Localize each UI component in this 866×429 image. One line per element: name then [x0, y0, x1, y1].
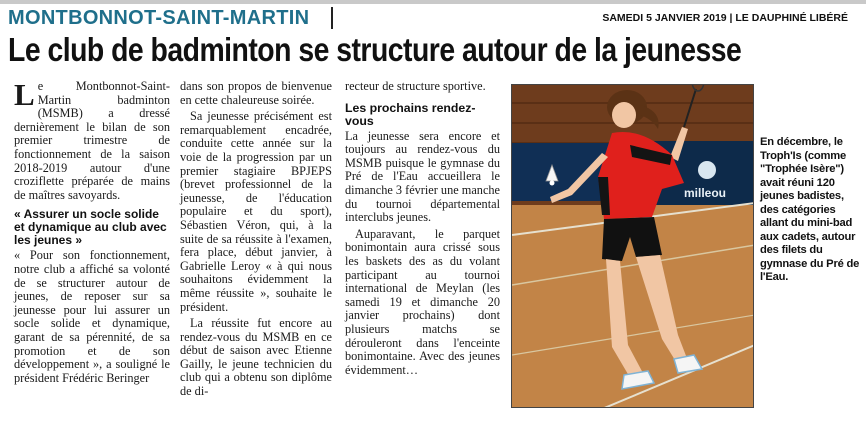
- article-column-2: [180, 80, 332, 399]
- drop-cap: L: [14, 77, 35, 112]
- article-column-3: [345, 80, 500, 377]
- section-divider: [331, 7, 333, 29]
- subheading-next-events: Les prochains rendez-vous: [345, 100, 476, 128]
- article-paragraph: dans son propos de bienvenue en cette chaleureuse soirée.: [180, 79, 332, 107]
- article-paragraph: La jeunesse sera encore et toujours au rendez-vous du MSMB puisque le gymnase du Pré de l'Eau accueillera le dimanche 3 février une manche du tournoi départemental interclubs jeunes.: [345, 128, 501, 225]
- subheading-quote: « Assurer un socle solide et dynamique au club avec les jeunes »: [14, 207, 167, 248]
- article-paragraph: La réussite fut encore au rendez-vous du MSMB en ce début de saison avec Etienne Gailly, le jeune technicien du club qui a obtenu son diplôme de di-: [180, 316, 332, 399]
- dateline: SAMEDI 5 JANVIER 2019 | LE DAUPHINÉ LIBÉRÉ: [602, 12, 848, 24]
- article-paragraph: Sa jeunesse précisément est remarquablement encadrée, conduite cette année sur la voie de la progression par un premier stagiaire BPJEPS (brevet professionnel de la jeunesse, de l'éducation populaire et du sport), Sébastien Véron, qui, à la suite de sa réussite à l'examen, fera place, début janvier, à Gabrielle Leroy « à qui nous souhaitons évidemment la même réussite », souhaite le président.: [180, 109, 332, 314]
- paragraph-text: e Montbonnot-Saint-Martin badminton (MSMB) a dressé dernièrement le bilan de son premier trimestre de fonctionnement de la saison 2018-2019 autour d'une croziflette préparée de mains de maîtres savoyards.: [14, 79, 170, 202]
- section-title: MONTBONNOT-SAINT-MARTIN: [8, 7, 310, 29]
- article-paragraph: Auparavant, le parquet bonimontain aura crissé sous les baskets des as du volant participant au tournoi international de Meylan (les samedi 19 et dimanche 20 janvier prochains) dont plusieurs matchs se dérouleront dans l'enceinte bonimontaine. Avec des jeunes évidemment…: [345, 226, 500, 377]
- photo-caption: En décembre, le Troph'Is (comme "Trophée Isère") avait réuni 120 jeunes badistes, des catégories allant du mini-bad aux cadets, autour des filets du gymnase du Pré de l'Eau.: [760, 136, 860, 283]
- article-paragraph: « Pour son fonctionnement, notre club a affiché sa volonté de se structurer autour de jeunes, de reposer sur sa jeunesse pour lui assurer un socle solide et dynamique, garant de sa pérennité, de sa promotion et de son développement », a souligné le président Frédéric Beringer: [14, 248, 170, 385]
- article-column-1: [14, 77, 170, 385]
- article-headline: Le club de badminton se structure autour de la jeunesse: [8, 31, 742, 68]
- badminton-player-illustration: [512, 85, 754, 408]
- article-paragraph: recteur de structure sportive.: [345, 79, 486, 93]
- top-rule: [0, 0, 866, 4]
- article-paragraph: [14, 77, 170, 202]
- article-photo: [511, 84, 754, 408]
- banner-text: milleou: [684, 186, 727, 200]
